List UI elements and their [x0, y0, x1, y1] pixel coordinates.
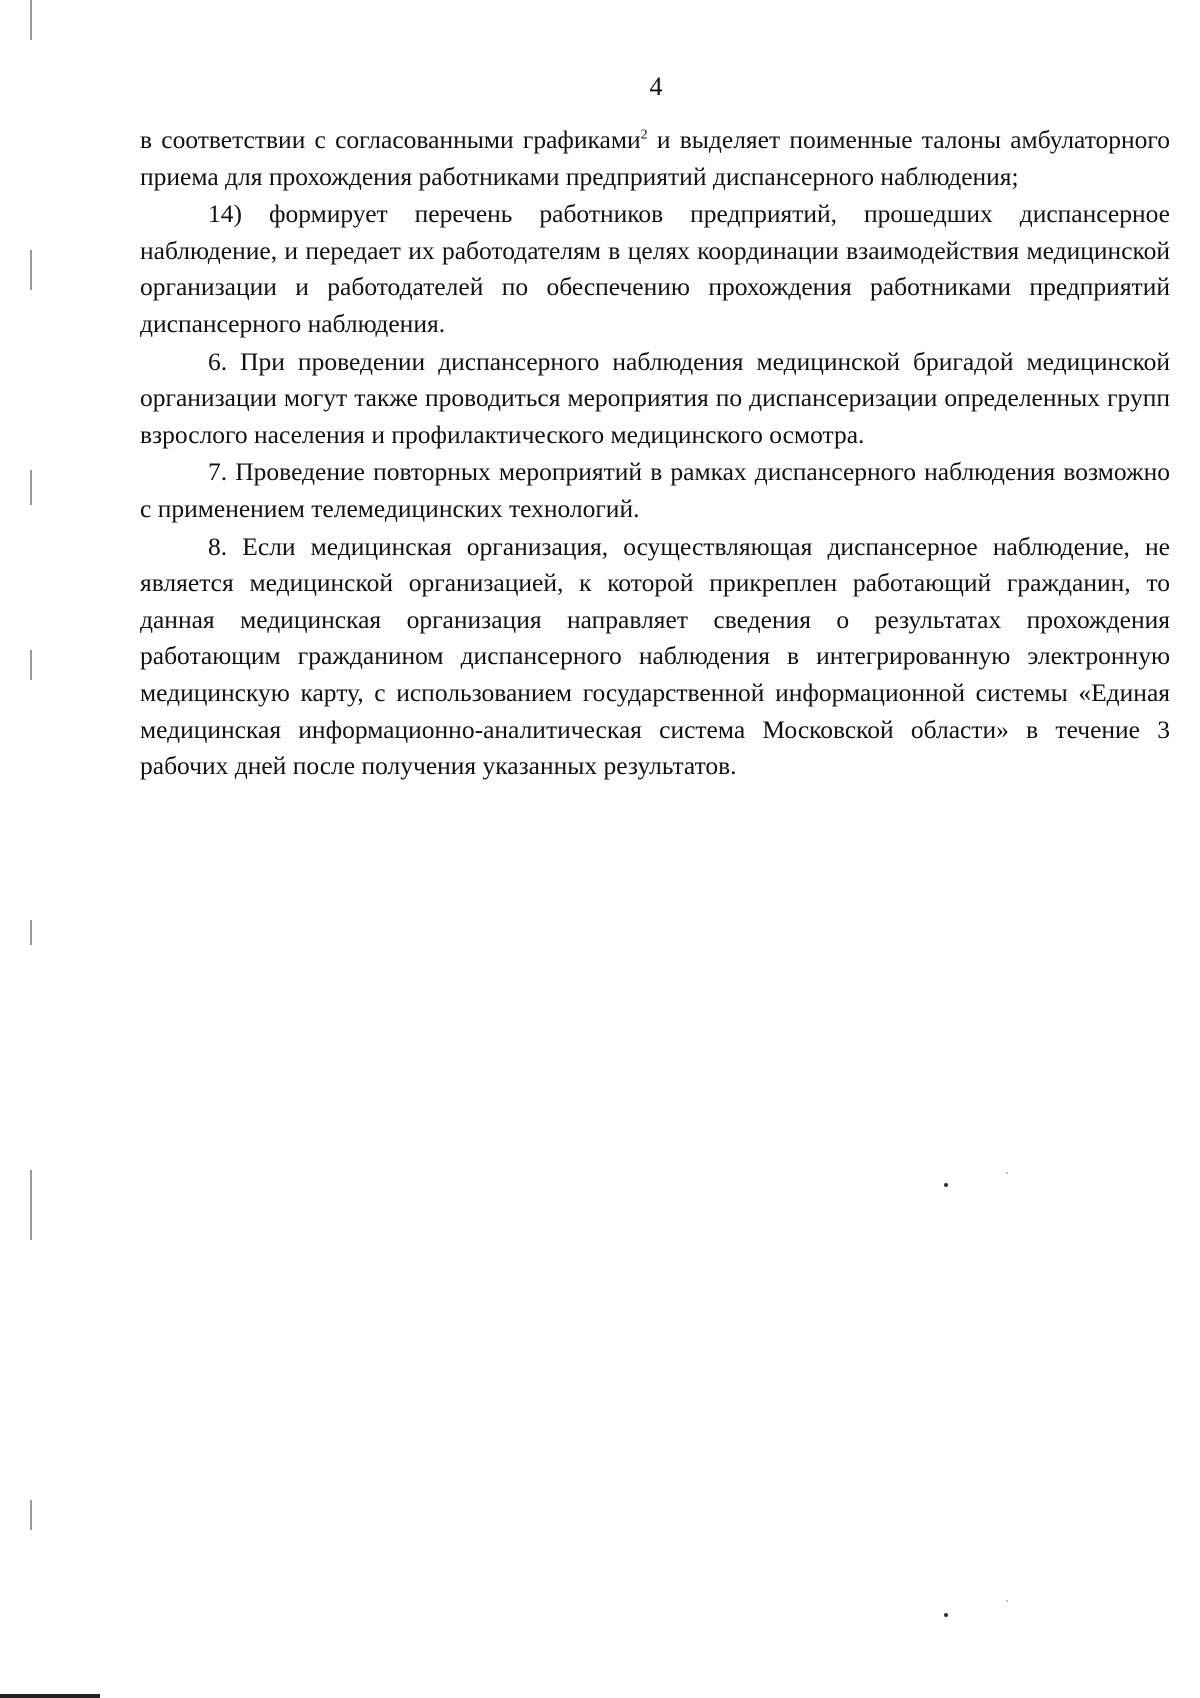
- paragraph-text: в соответствии с согласованными графиками: [140, 125, 641, 154]
- scan-speck: [944, 1613, 948, 1617]
- scan-edge-line: [30, 1170, 32, 1210]
- scan-edge-line: [30, 1210, 32, 1240]
- page-number: 4: [649, 72, 663, 101]
- scan-speck: [944, 1183, 948, 1187]
- scan-edge-line: [30, 0, 32, 40]
- paragraph-section-6: 6. При проведении диспансерного наблюдения медицинской бригадой медицинской организации могут также проводиться мероприятия по диспансеризации определенных групп взрослого населения и профилактического медицинского осмотра.: [140, 346, 1170, 449]
- scan-edge-line: [30, 920, 32, 945]
- footnote-reference: 2: [640, 127, 648, 143]
- scan-edge-line: [30, 250, 32, 290]
- scan-edge-line: [30, 470, 32, 505]
- paragraph-continuation: [140, 122, 1170, 195]
- paragraph-section-8: 8. Если медицинская организация, осуществляющая диспансерное наблюдение, не является медицинской организацией, к которой прикреплен работающий гражданин, то данная медицинская организация направляет сведения о результатах прохождения работающим гражданином диспансерного наблюдения в интегрированную электронную медицинскую карту, с использованием государственной информационной системы «Единая медицинская информационно-аналитическая система Московской области» в течение 3 рабочих дней после получения указанных результатов.: [140, 531, 1170, 781]
- paragraph-section-7: 7. Проведение повторных мероприятий в рамках диспансерного наблюдения возможно с применением телемедицинских технологий.: [140, 457, 1170, 523]
- scan-speck: [1006, 1600, 1008, 1602]
- document-body: [140, 122, 1170, 786]
- paragraph-text: и выделяет поименные талоны амбулаторного приема для прохождения работниками предприятий диспансерного наблюдения;: [140, 125, 1170, 191]
- scan-edge-line: [30, 650, 32, 680]
- scan-speck: [1006, 1172, 1008, 1174]
- scan-edge-line: [30, 1500, 32, 1530]
- scan-corner-mark: [0, 1694, 100, 1698]
- paragraph-item-14: 14) формирует перечень работников предприятий, прошедших диспансерное наблюдение, и передает их работодателям в целях координации взаимодействия медицинской организации и работодателей по обеспечению прохождения работниками предприятий диспансерного наблюдения.: [140, 199, 1170, 338]
